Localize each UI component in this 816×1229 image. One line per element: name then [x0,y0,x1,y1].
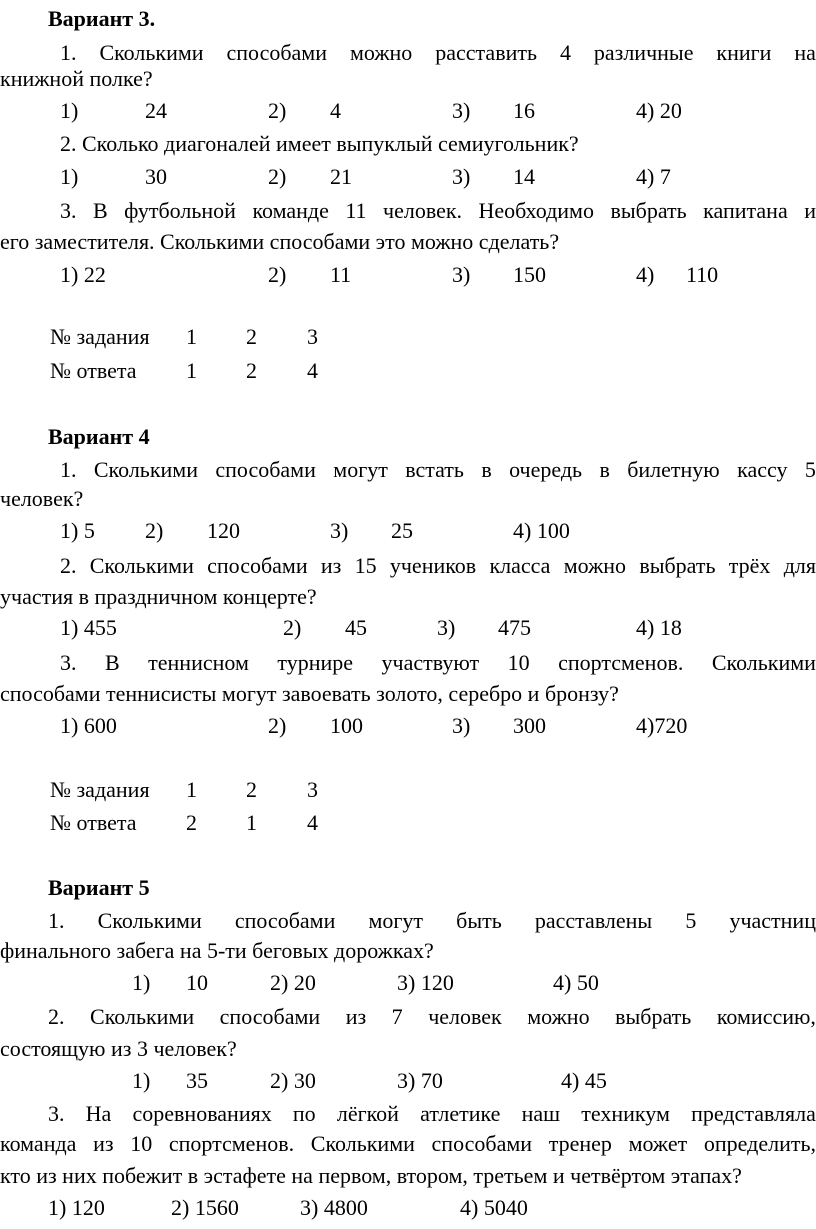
option: 4) 50 [553,970,599,995]
word: спортсменов. [558,650,684,675]
table-cell: 4 [307,358,318,383]
word: для [783,553,816,578]
word: футбольной [124,198,236,223]
word: выбрать [615,1004,692,1029]
v4-q1-line2: человек? [0,486,84,511]
word: кассу [737,457,788,482]
word: участниц [729,908,816,933]
option: 4) 20 [636,98,682,123]
word: На [85,1101,112,1126]
word: участвуют [381,650,480,675]
option: 14 [513,164,535,189]
option: 2) 1560 [171,1195,239,1220]
word: капитана [703,198,788,223]
v5-q3-line3: кто из них побежит в эстафете на первом, втором, третьем и четвёртом этапах? [0,1163,742,1188]
option: 2) 30 [270,1068,316,1093]
v4-q1-line1 [0,459,816,481]
option: 475 [498,615,531,640]
v4-q3-line2: способами теннисисты могут завоевать золото, серебро и бронзу? [0,681,619,706]
word: 2. [60,553,77,578]
word: в [481,457,492,482]
option: 3) [452,98,471,123]
option: 24 [145,98,167,123]
word: наш [521,1101,561,1126]
word: 3. [60,650,77,675]
option: 4)720 [636,713,688,738]
option: 2) 20 [270,970,316,995]
table-cell: 2 [246,324,257,349]
v4-q2-line1 [0,555,816,577]
option: 3) 4800 [300,1195,368,1220]
v3-q1-line2: книжной полке? [0,66,153,91]
word: лёгкой [336,1101,399,1126]
word: могут [333,457,388,482]
option: 2) [268,164,287,189]
option: 3) [452,164,471,189]
word: учеников [389,553,477,578]
word: 2. [48,1004,65,1029]
word: расставить [435,40,537,65]
word: В [104,650,120,675]
variant-4-title: Вариант 4 [48,424,150,449]
word: теннисном [148,650,249,675]
word: билетную [627,457,720,482]
word: расставлены [534,908,653,933]
word: команде [252,198,329,223]
v4-q2-line2: участия в праздничном концерте? [0,584,317,609]
word: 3. [60,198,77,223]
word: 1. [60,457,77,482]
option: 1) [60,164,79,189]
word: 5 [804,457,816,482]
v5-q2-line2: состоящую из 3 человек? [0,1036,237,1061]
word: может [628,1131,688,1156]
word: 1. [48,908,65,933]
word: очередь [509,457,583,482]
option: 1) [60,98,79,123]
table-header-cell: № ответа [50,810,137,835]
word: способами [226,40,328,65]
option: 3) [452,713,471,738]
option: 110 [686,262,719,287]
word: спортсменов. [168,1131,295,1156]
option: 1) 455 [60,615,117,640]
option: 2) [268,262,287,287]
word: класса [489,553,551,578]
table-cell: 2 [246,358,257,383]
option: 2) [268,713,287,738]
option: 4) 45 [561,1068,607,1093]
v5-q3-line1 [0,1103,816,1125]
word: 7 [391,1004,403,1029]
word: человек. [383,198,463,223]
option: 1) [132,1068,151,1093]
table-cell: 4 [307,810,318,835]
word: способами [207,553,308,578]
word: 4 [559,40,571,65]
word: из [320,553,342,578]
table-cell: 3 [307,324,318,349]
word: из [345,1004,367,1029]
option: 3) 70 [397,1068,443,1093]
word: различные [593,40,694,65]
word: в [599,457,610,482]
word: по [292,1101,316,1126]
word: трёх [728,553,771,578]
word: встать [405,457,464,482]
option: 4) 100 [513,518,570,543]
v5-q1-line2: финального забега на 5-ти беговых дорожках? [0,938,434,963]
word: Сколькими [99,40,204,65]
option: 11 [330,262,352,287]
word: можно [563,553,627,578]
v3-q3-line2: его заместителя. Сколькими способами это можно сделать? [0,229,560,254]
word: могут [368,908,424,933]
option: 45 [345,615,367,640]
v3-q2-text: 2. Сколько диагоналей имеет выпуклый семиугольник? [60,131,579,156]
word: 1. [60,40,77,65]
word: 11 [345,198,367,223]
table-cell: 2 [246,777,257,802]
word: Сколькими [310,1131,415,1156]
option: 300 [513,713,546,738]
word: 15 [354,553,377,578]
table-cell: 2 [186,810,197,835]
word: книги [716,40,772,65]
option: 35 [186,1068,208,1093]
word: техникум [581,1101,670,1126]
word: Сколькими [89,553,194,578]
word: можно [349,40,413,65]
option: 3) [330,518,349,543]
option: 3) [437,615,456,640]
word: выбрать [639,553,716,578]
option: 30 [145,164,167,189]
option: 1) 120 [48,1195,105,1220]
word: Сколькими [93,457,198,482]
v5-q1-line1 [0,910,816,932]
variant-5-title: Вариант 5 [48,875,150,900]
word: быть [456,908,502,933]
option: 1) 5 [60,518,95,543]
word: способами [215,457,316,482]
word: представляла [691,1101,816,1126]
word: Сколькими [711,650,816,675]
v5-q2-line1 [0,1006,816,1028]
word: способами [234,908,336,933]
v3-q3-line1 [0,200,816,222]
word: В [92,198,108,223]
table-header-cell: № ответа [50,358,137,383]
option: 150 [513,262,546,287]
option: 4) [636,262,655,287]
option: 1) [132,970,151,995]
option: 2) [145,518,164,543]
word: способами [431,1131,533,1156]
word: способами [219,1004,321,1029]
word: команда [0,1131,77,1156]
word: тренер [548,1131,612,1156]
word: 3. [48,1101,65,1126]
word: Необходимо [478,198,594,223]
word: 5 [685,908,697,933]
word: Сколькими [90,1004,195,1029]
option: 1) 22 [60,262,106,287]
option: 120 [207,518,240,543]
word: комиссию, [716,1004,816,1029]
v3-q1-line1 [0,42,816,64]
option: 4 [330,98,341,123]
table-cell: 1 [246,810,257,835]
word: атлетике [420,1101,501,1126]
variant-3-title: Вариант 3. [48,6,156,31]
word: турнире [277,650,354,675]
option: 21 [330,164,352,189]
v4-q3-line1 [0,652,816,674]
table-cell: 1 [186,358,197,383]
word: соревнованиях [132,1101,272,1126]
option: 3) [452,262,471,287]
word: на [794,40,816,65]
option: 2) [268,98,287,123]
table-header-cell: № задания [50,324,150,349]
table-header-cell: № задания [50,777,150,802]
word: можно [527,1004,590,1029]
word: 10 [507,650,530,675]
option: 1) 600 [60,713,117,738]
option: 3) 120 [397,970,454,995]
option: 100 [330,713,363,738]
word: Сколькими [97,908,202,933]
option: 25 [391,518,413,543]
table-cell: 3 [307,777,318,802]
table-cell: 1 [186,777,197,802]
option: 4) 5040 [460,1195,528,1220]
option: 4) 7 [636,164,671,189]
table-cell: 1 [186,324,197,349]
word: из [93,1131,114,1156]
option: 4) 18 [636,615,682,640]
v5-q3-line2 [0,1133,816,1155]
option: 2) [283,615,302,640]
word: и [804,198,816,223]
word: определить, [703,1131,816,1156]
word: выбрать [610,198,687,223]
option: 10 [186,970,208,995]
word: человек [428,1004,502,1029]
option: 16 [513,98,535,123]
word: 10 [130,1131,153,1156]
